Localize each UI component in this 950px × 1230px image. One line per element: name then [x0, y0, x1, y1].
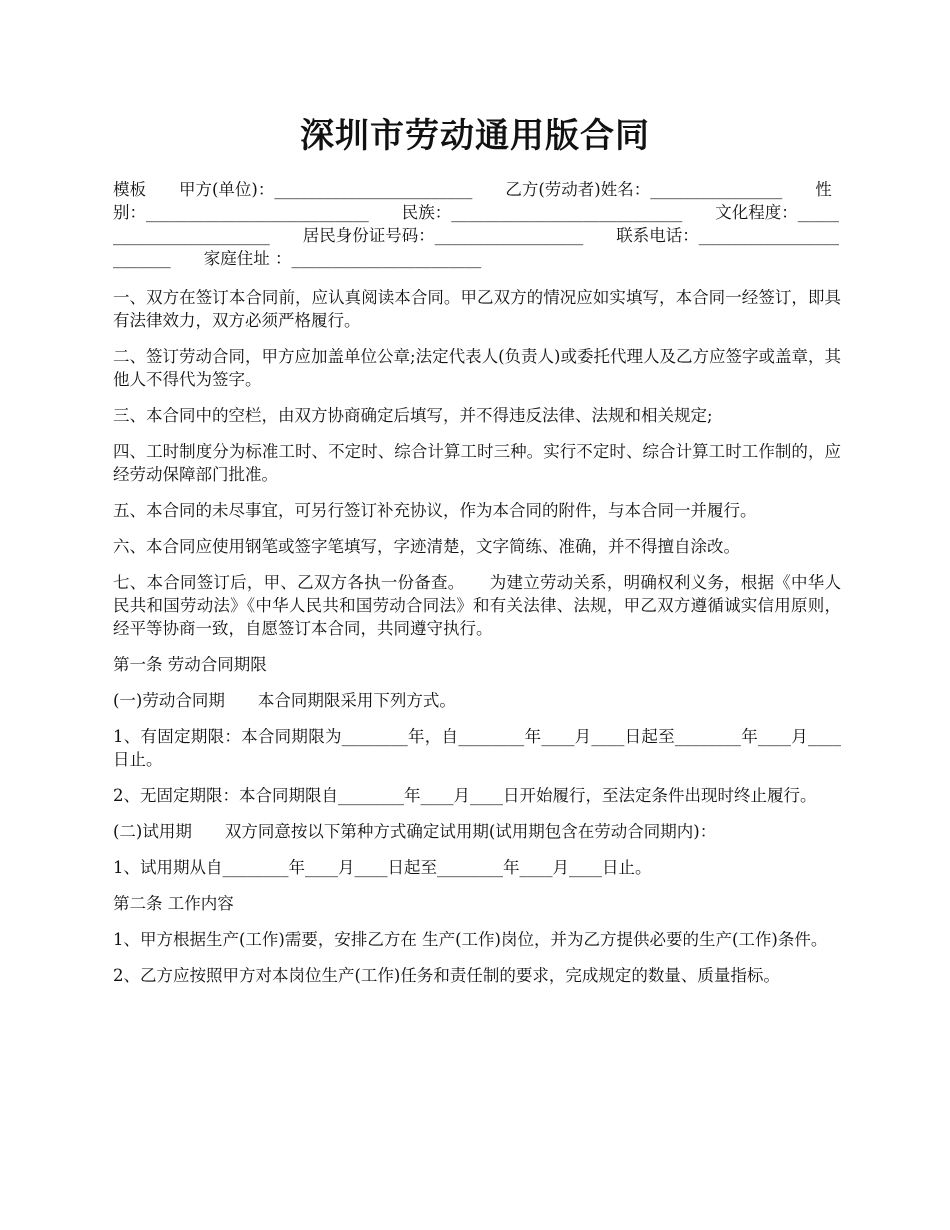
clause-paragraph: 七、本合同签订后，甲、乙双方各执一份备查。 为建立劳动关系，明确权利义务，根据《中华人民共和国劳动法》《中华人民共和国劳动合同法》和有关法律、法规，甲乙双方遵循诚实信用原则，经平等协商一致，自愿签订本合同，共同遵守执行。	[113, 573, 841, 638]
article-heading: 第二条 工作内容	[113, 894, 234, 913]
clause-paragraph: 二、签订劳动合同，甲方应加盖单位公章;法定代表人(负责人)或委托代理人及乙方应签字或盖章，其他人不得代为签字。	[113, 347, 841, 389]
clause-paragraph: 四、工时制度分为标准工时、不定时、综合计算工时三种。实行不定时、综合计算工时工作制的，应经劳动保障部门批准。	[113, 442, 841, 484]
clause-paragraph: 2、无固定期限：本合同期限自________年____月____日开始履行，至法定条件出现时终止履行。	[113, 786, 817, 805]
clause-paragraph: 1、试用期从自________年____月____日起至________年____月____日止。	[113, 858, 652, 877]
party-info-fields: 模板 甲方(单位)：________________________ 乙方(劳动者)姓名：________________ 性别：___________________________ 民族：____________________________ 文化程度：________________________ 居民身份证号码：__________________ 联系电话：________________________ 家庭住址 ：_______________________	[113, 180, 839, 268]
clause-paragraph: 三、本合同中的空栏，由双方协商确定后填写，并不得违反法律、法规和相关规定;	[113, 406, 713, 425]
clause-paragraph: (二)试用期 双方同意按以下第种方式确定试用期(试用期包含在劳动合同期内)：	[113, 822, 717, 841]
clause-paragraph: (一)劳动合同期 本合同期限采用下列方式。	[113, 691, 456, 710]
clause-paragraph: 六、本合同应使用钢笔或签字笔填写，字迹清楚，文字简练、准确，并不得擅自涂改。	[113, 537, 740, 556]
article-heading: 第一条 劳动合同期限	[113, 655, 267, 674]
clause-paragraph: 1、有固定期限：本合同期限为________年，自________年____月____日起至________年____月____日止。	[113, 727, 841, 769]
clause-paragraph: 1、甲方根据生产(工作)需要，安排乙方在 生产(工作)岗位，并为乙方提供必要的生产(工作)条件。	[113, 930, 828, 949]
document-body	[113, 178, 841, 1000]
document-title: 深圳市劳动通用版合同	[300, 116, 650, 156]
clause-paragraph: 2、乙方应按照甲方对本岗位生产(工作)任务和责任制的要求，完成规定的数量、质量指标。	[113, 966, 780, 985]
clause-paragraph: 五、本合同的未尽事宜，可另行签订补充协议，作为本合同的附件，与本合同一并履行。	[113, 501, 757, 520]
clause-paragraph: 一、双方在签订本合同前，应认真阅读本合同。甲乙双方的情况应如实填写，本合同一经签订，即具有法律效力，双方必须严格履行。	[113, 288, 841, 330]
